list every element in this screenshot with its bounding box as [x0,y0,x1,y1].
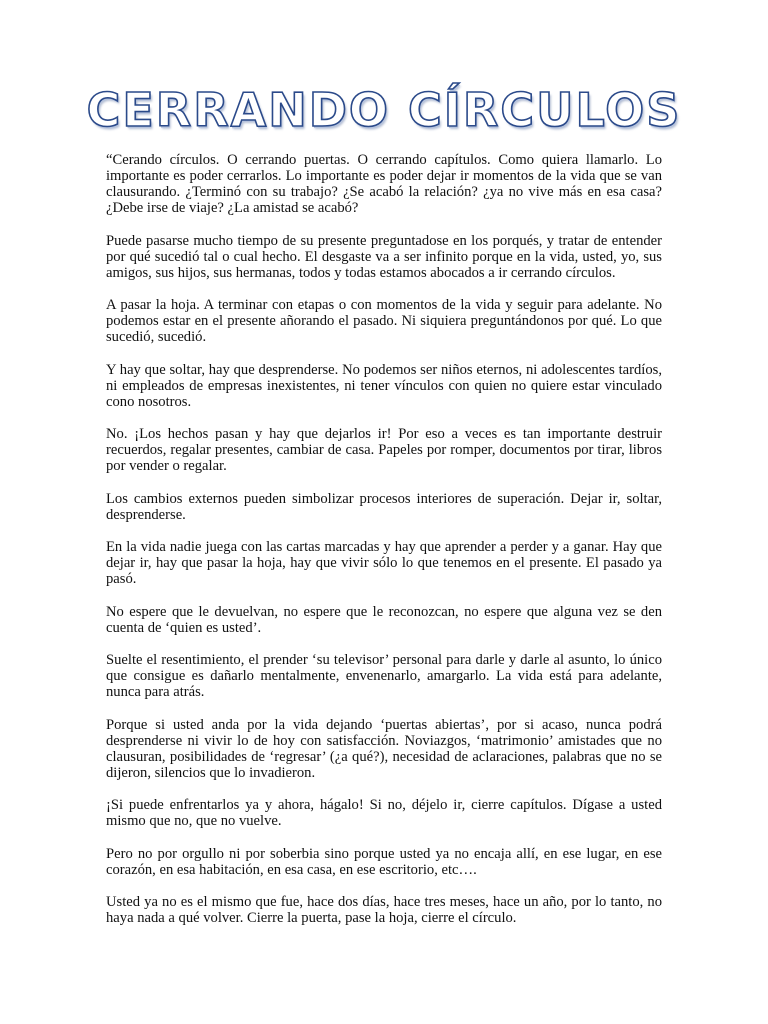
paragraph: Y hay que soltar, hay que desprenderse. No podemos ser niños eternos, ni adolescentes tardíos, ni empleados de empresas inexistentes, ni tener vínculos con quien no quiere estar vinculado cono nosotros. [106,361,662,410]
paragraph: ¡Si puede enfrentarlos ya y ahora, hágalo! Si no, déjelo ir, cierre capítulos. Dígase a usted mismo que no, que no vuelve. [106,797,662,829]
paragraph: Usted ya no es el mismo que fue, hace dos días, hace tres meses, hace un año, por lo tanto, no haya nada a qué volver. Cierre la puerta, pase la hoja, cierre el círculo. [106,894,662,926]
paragraph: Pero no por orgullo ni por soberbia sino porque usted ya no encaja allí, en ese lugar, en ese corazón, en esa habitación, en esa casa, en ese escritorio, etc…. [106,845,662,878]
paragraph: A pasar la hoja. A terminar con etapas o con momentos de la vida y seguir para adelante. No podemos estar en el presente añorando el pasado. Ni siquiera preguntándonos por qué. Lo que sucedió, sucedió. [106,297,662,345]
paragraph: Los cambios externos pueden simbolizar procesos interiores de superación. Dejar ir, soltar, desprenderse. [106,490,662,523]
paragraph: Porque si usted anda por la vida dejando ‘puertas abiertas’, por si acaso, nunca podrá desprenderse ni vivir lo de hoy con satisfacción. Noviazgos, ‘matrimonio’ amistades que no clausuran, posibilidades de ‘regresar’ (¿a qué?), necesidad de aclaraciones, palabras que no se dijeron, silencios que lo invadieron. [106,716,662,781]
document-body [106,152,662,943]
paragraph: No. ¡Los hechos pasan y hay que dejarlos ir! Por eso a veces es tan importante destruir recuerdos, regalar presentes, cambiar de casa. Papeles por romper, documentos por tirar, libros por vender o regalar. [106,426,662,474]
paragraph: Suelte el resentimiento, el prender ‘su televisor’ personal para darle y darle al asunto, lo único que consigue es dañarlo mentalmente, envenenarlo, amargarlo. La vida está para adelante, nunca para atrás. [106,652,662,700]
page-title: CERRANDO CÍRCULOS [86,83,682,137]
paragraph: “Cerando círculos. O cerrando puertas. O cerrando capítulos. Como quiera llamarlo. Lo importante es poder cerrarlos. Lo importante es poder dejar ir momentos de la vida que se van clausurando. ¿Terminó con su trabajo? ¿Se acabó la relación? ¿ya no vive más en esa casa? ¿Debe irse de viaje? ¿La amistad se acabó? [106,152,662,216]
paragraph: No espere que le devuelvan, no espere que le reconozcan, no espere que alguna vez se den cuenta de ‘quien es usted’. [106,603,662,636]
paragraph: Puede pasarse mucho tiempo de su presente preguntadose en los porqués, y tratar de entender por qué sucedió tal o cual hecho. El desgaste va a ser infinito porque en la vida, usted, yo, sus amigos, sus hijos, sus hermanas, todos y todas estamos abocados a ir cerrando círculos. [106,232,662,281]
paragraph: En la vida nadie juega con las cartas marcadas y hay que aprender a perder y a ganar. Hay que dejar ir, hay que pasar la hoja, hay que vivir sólo lo que tenemos en el presente. El pasado ya pasó. [106,539,662,587]
